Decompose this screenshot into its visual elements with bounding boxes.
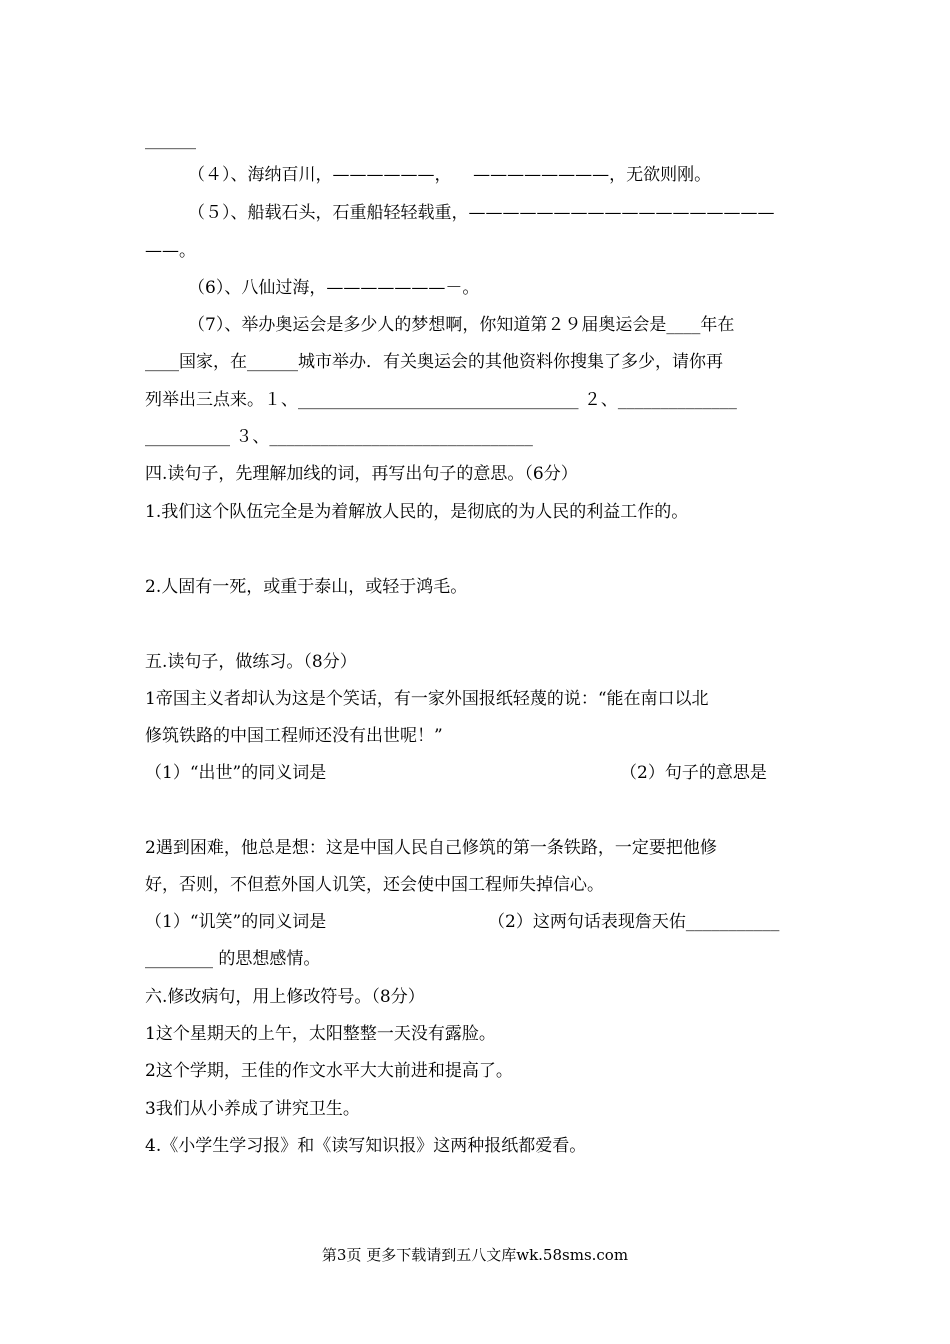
item-7-cont-1: ____国家，在______城市举办．有关奥运会的其他资料你搜集了多少，请你再 xyxy=(145,352,723,372)
section-5-q2-cont: 好，否则，不但惹外国人讥笑，还会使中国工程师失掉信心。 xyxy=(145,875,604,895)
section-4-q1: 1.我们这个队伍完全是为着解放人民的，是彻底的为人民的利益工作的。 xyxy=(145,502,689,522)
section-5-q2: 2遇到困难，他总是想：这是中国人民自己修筑的第一条铁路，一定要把他修 xyxy=(145,838,717,858)
section-6-q3: 3我们从小养成了讲究卫生。 xyxy=(145,1099,360,1119)
section-6-q2: 2这个学期，王佳的作文水平大大前进和提高了。 xyxy=(145,1061,513,1081)
item-5-cont: ——。 xyxy=(145,241,196,261)
section-6-q4: 4.《小学生学习报》和《读写知识报》这两种报纸都爱看。 xyxy=(145,1136,587,1156)
section-5-q1: 1帝国主义者却认为这是个笑话，有一家外国报纸轻蔑的说：“能在南口以北 xyxy=(145,689,709,709)
item-7: （7）、举办奥运会是多少人的梦想啊，你知道第２９届奥运会是____年在 xyxy=(188,315,735,335)
item-7-cont-2: 列举出三点来。１、_________________________________ ２、______________ xyxy=(145,390,737,410)
item-6: （6）、八仙过海，———————－。 xyxy=(188,278,480,298)
item-7-cont-3: __________ ３、_______________________________ xyxy=(145,427,533,447)
section-6-q1: 1这个星期天的上午，太阳整整一天没有露脸。 xyxy=(145,1024,496,1044)
section-4-heading: 四.读句子，先理解加线的词，再写出句子的意思。（6分） xyxy=(145,464,578,484)
section-5-q1-sub2: （2）句子的意思是 xyxy=(620,763,767,783)
section-5-q2-sub1: （1）“讥笑”的同义词是 xyxy=(145,912,327,932)
section-6-heading: 六.修改病句，用上修改符号。（8分） xyxy=(145,987,425,1007)
section-5-q1-cont: 修筑铁路的中国工程师还没有出世呢！” xyxy=(145,726,443,746)
section-5-q2-sub2-cont: ________ 的思想感情。 xyxy=(145,949,321,969)
blank-line: ______ xyxy=(145,130,196,150)
section-5-q1-sub1: （1）“出世”的同义词是 xyxy=(145,763,327,783)
section-5-q2-sub2: （2）这两句话表现詹天佑___________ xyxy=(488,912,780,932)
section-5-heading: 五.读句子，做练习。（8分） xyxy=(145,652,357,672)
section-4-q2: 2.人固有一死，或重于泰山，或轻于鸿毛。 xyxy=(145,577,468,597)
item-4: （４）、海纳百川，——————， ————————，无欲则刚。 xyxy=(188,165,712,185)
item-5: （５）、船载石头，石重船轻轻载重，—————————————————— xyxy=(188,203,775,223)
page-footer: 第3页 更多下载请到五八文库wk.58sms.com xyxy=(321,1246,629,1264)
